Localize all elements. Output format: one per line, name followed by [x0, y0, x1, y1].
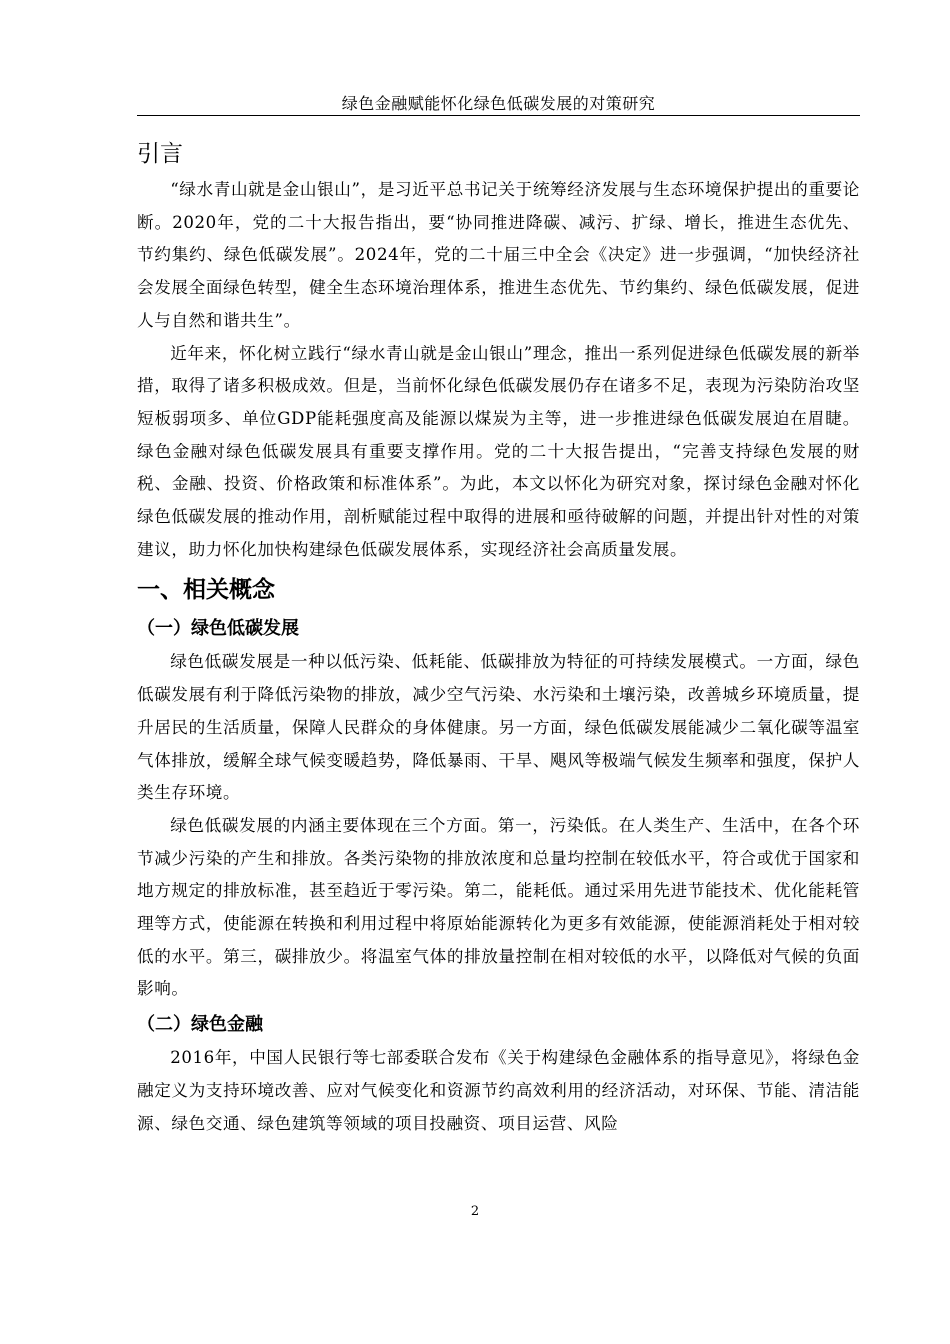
intro-paragraph-2: 近年来，怀化树立践行“绿水青山就是金山银山”理念，推出一系列促进绿色低碳发展的新举措，取得了诸多积极成效。但是，当前怀化绿色低碳发展仍存在诸多不足，表现为污染防治攻坚短板弱项多、单位GDP能耗强度高及能源以煤炭为主等，进一步推进绿色低碳发展迫在眉睫。绿色金融对绿色低碳发展具有重要支撑作用。党的二十大报告提出，“完善支持绿色发展的财税、金融、投资、价格政策和标准体系”。为此，本文以怀化为研究对象，探讨绿色金融对怀化绿色低碳发展的推动作用，剖析赋能过程中取得的进展和亟待破解的问题，并提出针对性的对策建议，助力怀化加快构建绿色低碳发展体系，实现经济社会高质量发展。: [137, 343, 860, 559]
page-body: [137, 134, 860, 1140]
section-heading-concepts: 一、相关概念: [137, 577, 275, 604]
green-finance-paragraph-1: 2016年，中国人民银行等七部委联合发布《关于构建绿色金融体系的指导意见》，将绿色金融定义为支持环境改善、应对气候变化和资源节约高效利用的经济活动，对环保、节能、清洁能源、绿色交通、绿色建筑等领域的项目投融资、项目运营、风险: [137, 1048, 860, 1133]
green-low-carbon-paragraph-1: 绿色低碳发展是一种以低污染、低耗能、低碳排放为特征的可持续发展模式。一方面，绿色低碳发展有利于降低污染物的排放，减少空气污染、水污染和土壤污染，改善城乡环境质量，提升居民的生活质量，保障人民群众的身体健康。另一方面，绿色低碳发展能减少二氧化碳等温室气体排放，缓解全球气候变暖趋势，降低暴雨、干旱、飓风等极端气候发生频率和强度，保护人类生存环境。: [137, 652, 860, 803]
subsection-heading-green-finance: （二）绿色金融: [137, 1014, 263, 1036]
green-low-carbon-paragraph-2: 绿色低碳发展的内涵主要体现在三个方面。第一，污染低。在人类生产、生活中，在各个环节减少污染的产生和排放。各类污染物的排放浓度和总量均控制在较低水平，符合或优于国家和地方规定的排放标准，甚至趋近于零污染。第二，能耗低。通过采用先进节能技术、优化能耗管理等方式，使能源在转换和利用过程中将原始能源转化为更多有效能源，使能源消耗处于相对较低的水平。第三，碳排放少。将温室气体的排放量控制在相对较低的水平，以降低对气候的负面影响。: [137, 815, 860, 999]
header-divider: [137, 115, 860, 116]
intro-paragraph-1: “绿水青山就是金山银山”，是习近平总书记关于统筹经济发展与生态环境保护提出的重要论断。2020年，党的二十大报告指出，要“协同推进降碳、减污、扩绿、增长，推进生态优先、节约集约、绿色低碳发展”。2024年，党的二十届三中全会《决定》进一步强调，“加快经济社会发展全面绿色转型，健全生态环境治理体系，推进生态优先、节约集约、绿色低碳发展，促进人与自然和谐共生”。: [137, 180, 860, 330]
intro-heading: 引言: [137, 141, 183, 167]
page-number: 2: [470, 1204, 480, 1219]
running-header: 绿色金融赋能怀化绿色低碳发展的对策研究: [341, 94, 656, 113]
subsection-heading-green-low-carbon: （一）绿色低碳发展: [137, 618, 299, 640]
